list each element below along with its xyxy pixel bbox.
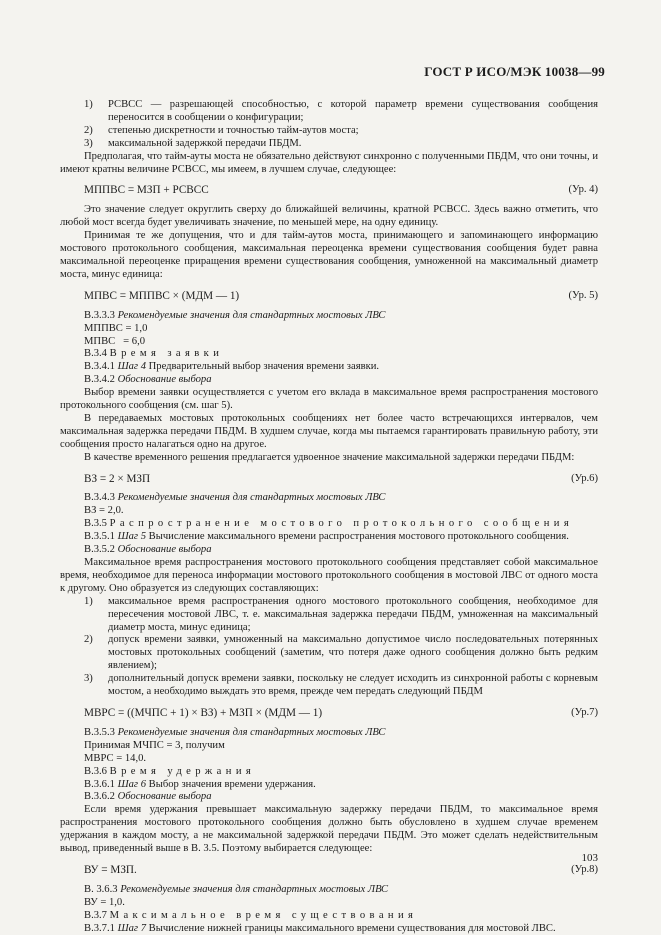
equation-8: ВУ = МЗП. (Ур.8) <box>84 863 598 876</box>
paragraph: Если время удержания превышает максимальную задержку передачи ПБДМ, то максимальное время распространения мостового протокольного сообщения должно быть обусловлено в худшем случае временем удержания в каждом мосту, а не максимальной задержкой передачи ПБДМ. Это может сделать недействительным вывод, приведенный выше в В. 3.5. Поэтому выбирается следующее: <box>60 804 598 855</box>
value-line: МВРС = 14,0. <box>84 752 147 764</box>
section-heading: В.3.3.3 Рекомендуемые значения для стандартных мостовых ЛВС <box>84 309 386 321</box>
paragraph: Максимальное время распространения мостового протокольного сообщения представляет собой максимальное время, необходимое для переноса информации мостового протокольного сообщения в мостовой ЛВС от одного моста к другому. Оно образуется из следующих составляющих: <box>60 557 598 594</box>
list-item: 1) РСВСС — разрешающей способностью, с которой параметр времени существования сообщения переносится в сообщении о конфигурации; <box>84 99 598 123</box>
list-item: 3) дополнительный допуск времени заявки, поскольку не следует исходить из синхронной работы с корневым мостом, а необходимо выждать это время, прежде чем передать следующий ПБДМ <box>84 673 598 698</box>
value-line: ВУ = 1,0. <box>84 896 125 908</box>
section-heading: В.3.4 Время заявки <box>84 348 224 360</box>
equation-4: МППВС = МЗП + РСВСС (Ур. 4) <box>84 184 598 197</box>
equation-5: МПВС = МППВС × (МДМ — 1) (Ур. 5) <box>84 289 598 302</box>
document-body <box>60 99 598 935</box>
section-heading: В.3.7 Максимальное время существования <box>84 909 418 921</box>
paragraph: Принимая те же допущения, что и для тайм-аутов моста, принимающего и запоминающего информацию мостового протокольного сообщения, максимальная переоценка времени существования сообщения будет равна максимальной переоценке приращения времени существования сообщения, умноженной на максимальный диаметр моста, минус единица: <box>60 230 598 280</box>
equation-6: ВЗ = 2 × МЗП (Ур.6) <box>84 472 598 485</box>
section-heading: В. 3.6.3 Рекомендуемые значения для стандартных мостовых ЛВС <box>84 883 389 895</box>
paragraph: Это значение следует округлить сверху до ближайшей величины, кратной РСВСС. Здесь важно отметить, что любой мост всегда будет увеличивать значение, по меньшей мере, на одну единицу. <box>60 204 598 229</box>
section-heading: В.3.6.2 Обоснование выбора <box>84 791 212 803</box>
step-heading: В.3.6.1 Шаг 6 Выбор значения времени удержания. <box>84 778 316 790</box>
list-item: 2) допуск времени заявки, умноженный на максимально допустимое число последовательных потерянных мостовых протокольных сообщений (заметим, что потеря даже одного сообщения должно быть редким явлением); <box>84 634 598 672</box>
paragraph: В качестве временного решения предлагается удвоенное значение максимальной задержки передачи ПБДМ: <box>84 451 575 463</box>
section-heading: В.3.6 Время удержания <box>84 765 256 777</box>
section-heading: В.3.5 Распространение мостового протокольного сообщения <box>84 518 574 530</box>
paragraph: В передаваемых мостовых протокольных сообщениях нет более часто встречающихся интервалов, чем максимальная задержка передачи ПБДМ. В худшем случае, когда мы пытаемся гарантировать правильную работу, эти сообщения просто налагаться одно на другое. <box>60 412 598 450</box>
list-item: 1) максимальное время распространения одного мостового протокольного сообщения, необходимое для пересечения мостовой ЛВС, т. е. максимальная задержка передачи ПБДМ, умноженная на максимальный диаметр моста, минус единица; <box>84 595 598 633</box>
section-heading: В.3.4.2 Обоснование выбора <box>84 374 212 386</box>
step-heading: В.3.7.1 Шаг 7 Вычисление нижней границы максимального времени существования для мостовой ЛВС. <box>84 922 556 934</box>
section-heading: В.3.5.3 Рекомендуемые значения для стандартных мостовых ЛВС <box>84 726 386 738</box>
value-line: Принимая МЧПС = 3, получим <box>84 739 225 751</box>
page-number: 103 <box>581 852 598 864</box>
paragraph: Предполагая, что тайм-ауты моста не обязательно действуют синхронно с полученными ПБДМ, что они точны, и имеют кратны величине РСВСС, мы имеем, в лучшем случае, следующее: <box>60 150 598 175</box>
standard-header: ГОСТ Р ИСО/МЭК 10038—99 <box>424 64 605 79</box>
list-item: 2) степенью дискретности и точностью тайм-аутов моста; <box>84 124 359 136</box>
section-heading: В.3.5.2 Обоснование выбора <box>84 544 212 556</box>
value-line: МППВС = 1,0 <box>84 322 148 334</box>
equation-7: МВРС = ((МЧПС + 1) × ВЗ) + МЗП × (МДМ — 1) (Ур.7) <box>84 706 598 719</box>
paragraph: Выбор времени заявки осуществляется с учетом его вклада в максимальное время распространения мостового протокольного сообщения (см. шаг 5). <box>60 387 598 412</box>
list-item: 3) максимальной задержкой передачи ПБДМ. <box>84 137 302 149</box>
value-line: МПВС = 6,0 <box>84 335 146 347</box>
step-heading: В.3.4.1 Шаг 4 Предварительный выбор значения времени заявки. <box>84 361 380 373</box>
section-heading: В.3.4.3 Рекомендуемые значения для стандартных мостовых ЛВС <box>84 492 386 504</box>
value-line: ВЗ = 2,0. <box>84 505 124 517</box>
step-heading: В.3.5.1 Шаг 5 Вычисление максимального времени распространения мостового протокольного сообщения. <box>84 531 569 543</box>
